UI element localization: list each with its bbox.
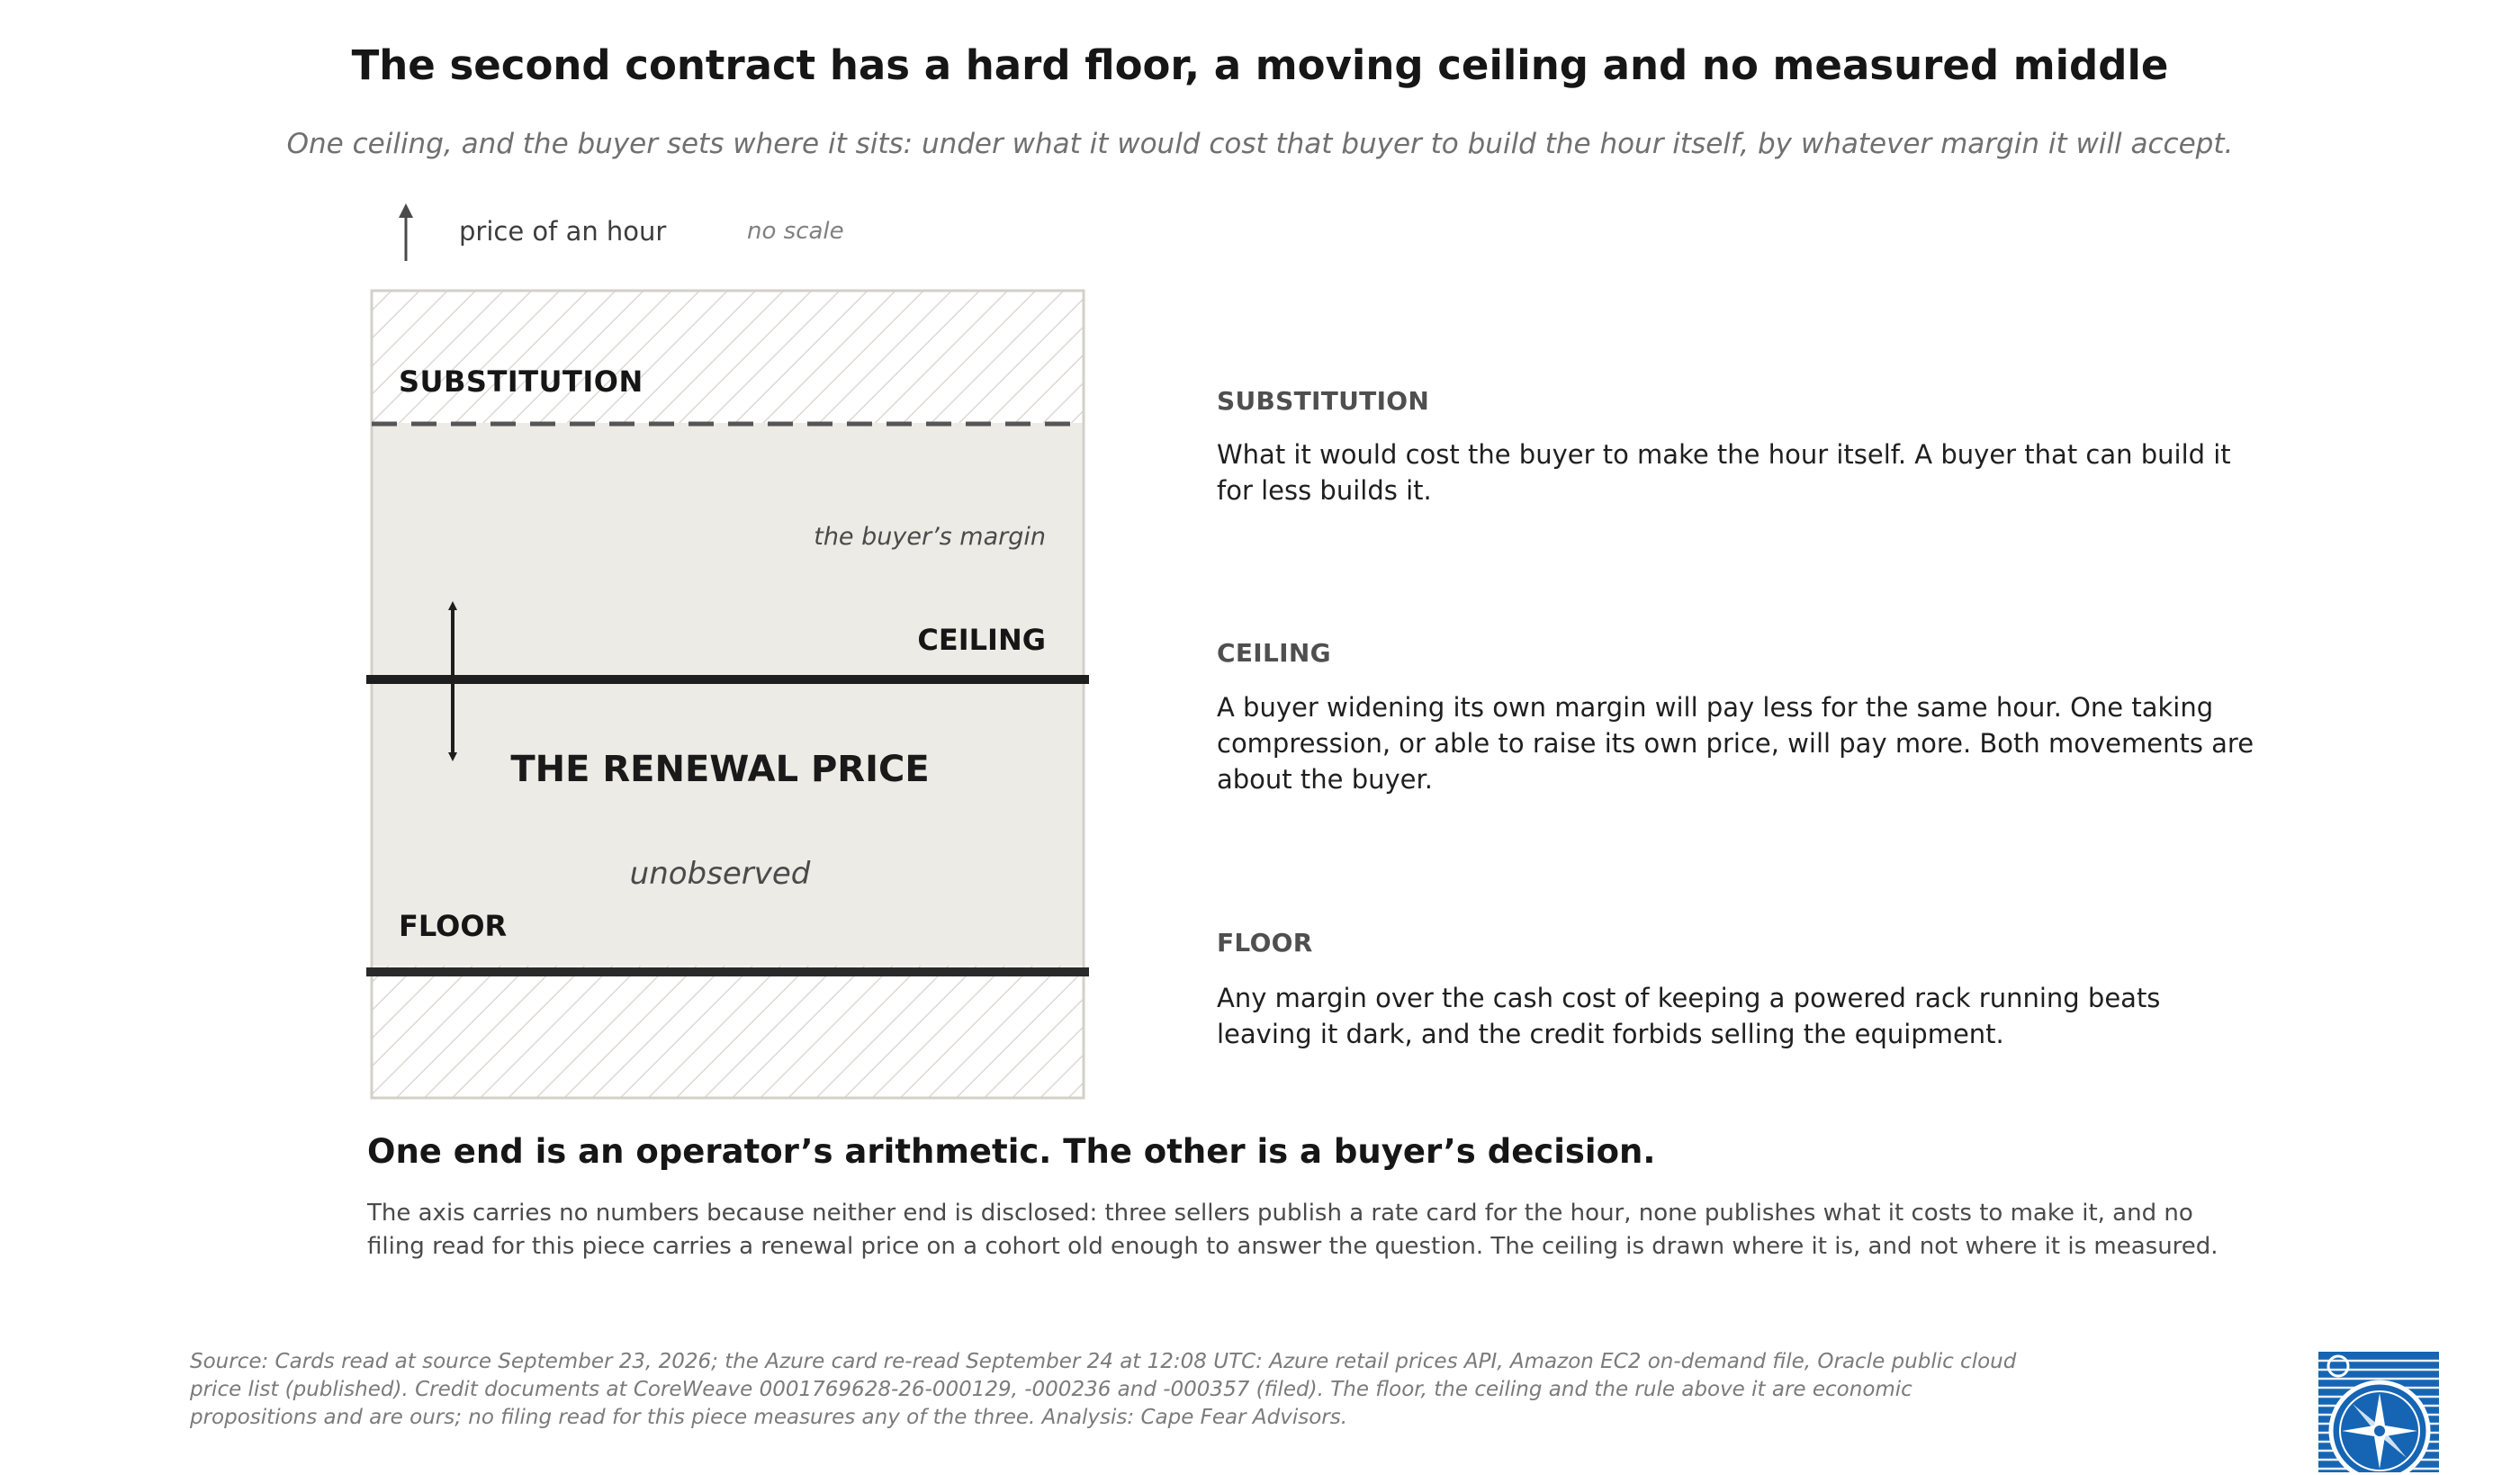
- axis-note: no scale: [747, 218, 844, 245]
- floor-note-body: Any margin over the cash cost of keeping a powered rack running beats leaving it dark, and the credit forbids selling the equipment.: [1217, 983, 2161, 1049]
- ceiling-note-body: A buyer widening its own margin will pay less for the same hour. One taking compression, or able to raise its own price, will pay more. Both movements are about the buyer.: [1217, 692, 2254, 795]
- below-floor-zone: [372, 966, 1084, 1098]
- source-note: Source: Cards read at source September 23, 2026; the Azure card re-read September 24 at 12:08 UTC: Azure retail prices API, Amazon EC2 on-demand file, Oracle public cloud price list (published). Credit documents at CoreWeave 0001769628-26-000129, -000236 and -000357 (filed). The floor, the ceiling and the rule above it are economic propositions and are ours; no filing read for this piece measures any of the three. Analysis: Cape Fear Advisors.: [190, 1350, 2017, 1429]
- unobserved-label: unobserved: [629, 856, 811, 892]
- compass-logo: [2318, 1352, 2439, 1472]
- page-subtitle: One ceiling, and the buyer sets where it sits: under what it would cost that buyer to build the hour itself, by whatever margin it will accept.: [286, 128, 2234, 160]
- page-title: The second contract has a hard floor, a moving ceiling and no measured middle: [351, 41, 2169, 89]
- ceiling-note-heading: CEILING: [1217, 638, 1331, 668]
- substitution-zone: [372, 291, 1084, 423]
- conclusion-heading: One end is an operator’s arithmetic. The other is a buyer’s decision.: [367, 1132, 1656, 1171]
- substitution-note-heading: SUBSTITUTION: [1217, 386, 1430, 416]
- floor-note-heading: FLOOR: [1217, 928, 1313, 958]
- margin-label: the buyer’s margin: [814, 523, 1046, 551]
- substitution-note-body: What it would cost the buyer to make the hour itself. A buyer that can build it for less builds it.: [1217, 439, 2231, 506]
- substitution-label: SUBSTITUTION: [399, 364, 644, 399]
- floor-label: FLOOR: [399, 909, 508, 943]
- up-arrow-icon: [392, 203, 419, 263]
- price-diagram: [364, 289, 1090, 1101]
- explanation-text: The axis carries no numbers because neither end is disclosed: three sellers publish a rate card for the hour, none publishes what it costs to make it, and no filing read for this piece carries a renewal price on a cohort old enough to answer the question. The ceiling is drawn where it is, and not where it is measured.: [367, 1200, 2218, 1260]
- axis-label: price of an hour: [459, 216, 667, 247]
- renewal-price-label: THE RENEWAL PRICE: [510, 749, 930, 790]
- ceiling-label: CEILING: [917, 623, 1046, 657]
